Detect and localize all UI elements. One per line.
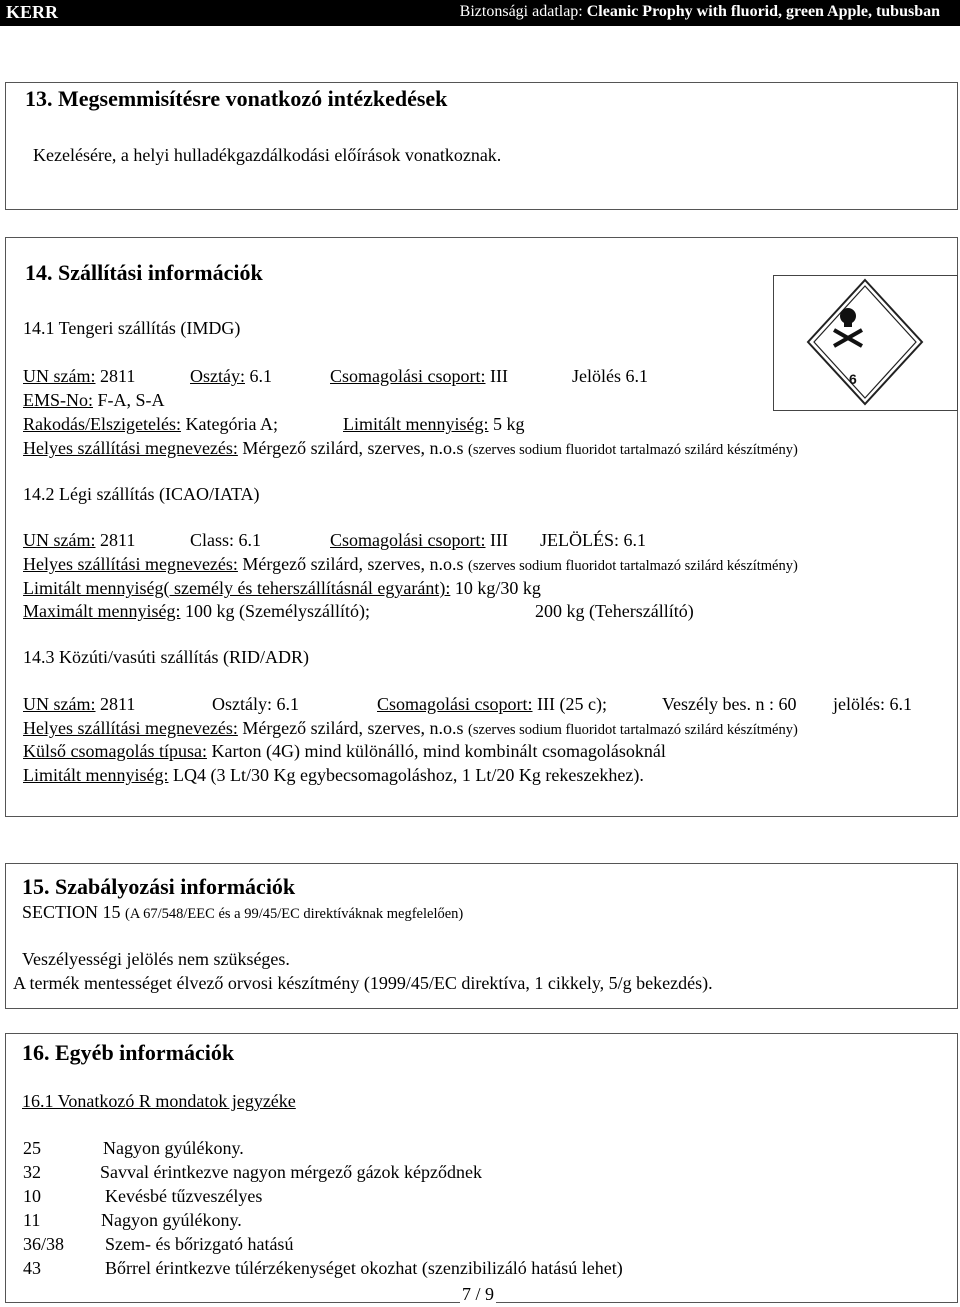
class-value: 6.1 <box>276 694 299 714</box>
section-16-subheading: 16.1 Vonatkozó R mondatok jegyzéke <box>22 1091 296 1111</box>
air-maximum <box>23 601 370 622</box>
road-shipping-name <box>23 718 798 739</box>
road-un <box>23 694 135 715</box>
pg-value: III <box>490 366 508 386</box>
road-class <box>212 694 299 715</box>
road-danger: Veszély bes. n : 60 <box>662 694 797 714</box>
r-phrase-text: Bőrrel érintkezve túlérzékenységet okozhat (szenzibilizáló hatású lehet) <box>105 1258 623 1278</box>
psn-value: Mérgező szilárd, szerves, n.o.s <box>242 718 464 738</box>
sea-un-line <box>23 366 135 387</box>
section-15-label <box>22 902 463 923</box>
air-marking <box>540 530 646 551</box>
product-name: Cleanic Prophy with fluorid, green Apple, tubusban <box>586 3 940 20</box>
r-phrase-code: 32 <box>23 1162 41 1182</box>
mark-label: JELÖLÉS: <box>540 530 619 550</box>
psn-value: Mérgező szilárd, szerves, n.o.s <box>242 554 464 574</box>
psn-value: Mérgező szilárd, szerves, n.o.s <box>242 438 464 458</box>
air-title: 14.2 Légi szállítás (ICAO/IATA) <box>23 484 260 504</box>
mark-value: 6.1 <box>625 366 648 386</box>
pg-label: Csomagolási csoport: <box>330 366 486 386</box>
pg-value: III (25 c); <box>537 694 607 714</box>
air-shipping-name <box>23 554 798 575</box>
max-value: 100 kg (Személyszállító); <box>184 601 370 621</box>
stow-label: Rakodás/Elszigetelés: <box>23 414 181 434</box>
road-limited <box>23 765 644 786</box>
psn-label: Helyes szállítási megnevezés: <box>23 554 238 574</box>
sea-limited <box>343 414 524 435</box>
section-note: (A 67/548/EEC és a 99/45/EC direktíváknak megfelelően) <box>125 906 464 922</box>
page-number: 7 / 9 <box>462 1284 495 1304</box>
company-name: KERR <box>6 2 59 22</box>
hazard-pictogram <box>773 275 958 411</box>
sea-title: 14.1 Tengeri szállítás (IMDG) <box>23 318 241 338</box>
sea-packing-group <box>330 366 508 387</box>
sea-ems <box>23 390 165 411</box>
road-title: 14.3 Közúti/vasúti szállítás (RID/ADR) <box>23 647 309 667</box>
lim-label: Limitált mennyiség: <box>23 765 169 785</box>
r-phrase-code: 10 <box>23 1186 41 1206</box>
air-maximum-cargo: 200 kg (Teherszállító) <box>535 601 694 621</box>
pg-label: Csomagolási csoport: <box>330 530 486 550</box>
ems-label: EMS-No: <box>23 390 94 410</box>
lim-value: 5 kg <box>492 414 525 434</box>
toxic-skull-icon <box>774 276 956 409</box>
section-13-heading: 13. Megsemmisítésre vonatkozó intézkedések <box>25 86 448 111</box>
document-title <box>460 3 940 21</box>
air-class <box>190 530 261 551</box>
psn-label: Helyes szállítási megnevezés: <box>23 438 238 458</box>
mark-label: Jelölés <box>572 366 621 386</box>
air-packing-group <box>330 530 508 551</box>
section-15-heading: 15. Szabályozási információk <box>22 874 296 899</box>
lim-value: LQ4 (3 Lt/30 Kg egybecsomagoláshoz, 1 Lt/20 Kg rekeszekhez). <box>172 765 644 785</box>
r-phrase-text: Savval érintkezve nagyon mérgező gázok képződnek <box>100 1162 483 1182</box>
un-label: UN szám: <box>23 694 96 714</box>
road-packaging <box>23 741 666 762</box>
un-value: 2811 <box>99 530 136 550</box>
air-un <box>23 530 135 551</box>
page-header <box>0 0 960 26</box>
title-prefix: Biztonsági adatlap: <box>459 3 583 20</box>
un-value: 2811 <box>99 694 136 714</box>
section-15-line2: A termék mentességet élvező orvosi készítmény (1999/45/EC direktíva, 1 cikkely, 5/g bekezdés). <box>13 973 713 993</box>
air-limited <box>23 578 541 599</box>
psn-label: Helyes szállítási megnevezés: <box>23 718 238 738</box>
class-number: 6 <box>849 371 857 387</box>
stow-value: Kategória A; <box>185 414 278 434</box>
r-phrase-text: Szem- és bőrizgató hatású <box>105 1234 294 1254</box>
class-value: 6.1 <box>249 366 272 386</box>
pack-label: Külső csomagolás típusa: <box>23 741 207 761</box>
road-marking: jelölés: 6.1 <box>833 694 912 714</box>
psn-note: (szerves sodium fluoridot tartalmazó szilárd készítmény) <box>468 442 798 458</box>
un-value: 2811 <box>99 366 136 386</box>
section-16-heading: 16. Egyéb információk <box>22 1040 235 1065</box>
pg-label: Csomagolási csoport: <box>377 694 533 714</box>
mark-value: 6.1 <box>623 530 646 550</box>
r-phrase-code: 11 <box>23 1210 41 1230</box>
class-label: Class: <box>190 530 235 550</box>
class-value: 6.1 <box>238 530 262 550</box>
r-phrase-code: 43 <box>23 1258 41 1278</box>
sea-class <box>190 366 272 387</box>
r-phrase-code: 25 <box>23 1138 41 1158</box>
sea-shipping-name <box>23 438 798 459</box>
psn-note: (szerves sodium fluoridot tartalmazó szilárd készítmény) <box>468 722 798 738</box>
un-label: UN szám: <box>23 366 96 386</box>
lim-label: Limitált mennyiség: <box>343 414 489 434</box>
un-label: UN szám: <box>23 530 96 550</box>
class-label: Osztáy: <box>190 366 245 386</box>
r-phrase-text: Kevésbé tűzveszélyes <box>105 1186 263 1206</box>
psn-note: (szerves sodium fluoridot tartalmazó szilárd készítmény) <box>468 558 798 574</box>
max-label: Maximált mennyiség: <box>23 601 181 621</box>
section-13-text: Kezelésére, a helyi hulladékgazdálkodási előírások vonatkoznak. <box>33 145 502 165</box>
sea-stowage <box>23 414 278 435</box>
section-15-line1: Veszélyességi jelölés nem szükséges. <box>22 949 290 969</box>
sea-marking <box>572 366 648 387</box>
lim-value: 10 kg/30 kg <box>454 578 541 598</box>
section-14-heading: 14. Szállítási információk <box>25 260 263 285</box>
r-phrase-text: Nagyon gyúlékony. <box>101 1210 242 1230</box>
r-phrase-code: 36/38 <box>23 1234 65 1254</box>
r-phrase-text: Nagyon gyúlékony. <box>103 1138 244 1158</box>
section-label: SECTION 15 <box>22 902 121 922</box>
pack-value: Karton (4G) mind különálló, mind kombinált csomagolásoknál <box>211 741 666 761</box>
lim-label: Limitált mennyiség( személy és teherszállításnál egyaránt): <box>23 578 451 598</box>
road-packing-group <box>377 694 607 715</box>
ems-value: F-A, S-A <box>97 390 165 410</box>
class-label: Osztály: <box>212 694 272 714</box>
pg-value: III <box>490 530 508 550</box>
